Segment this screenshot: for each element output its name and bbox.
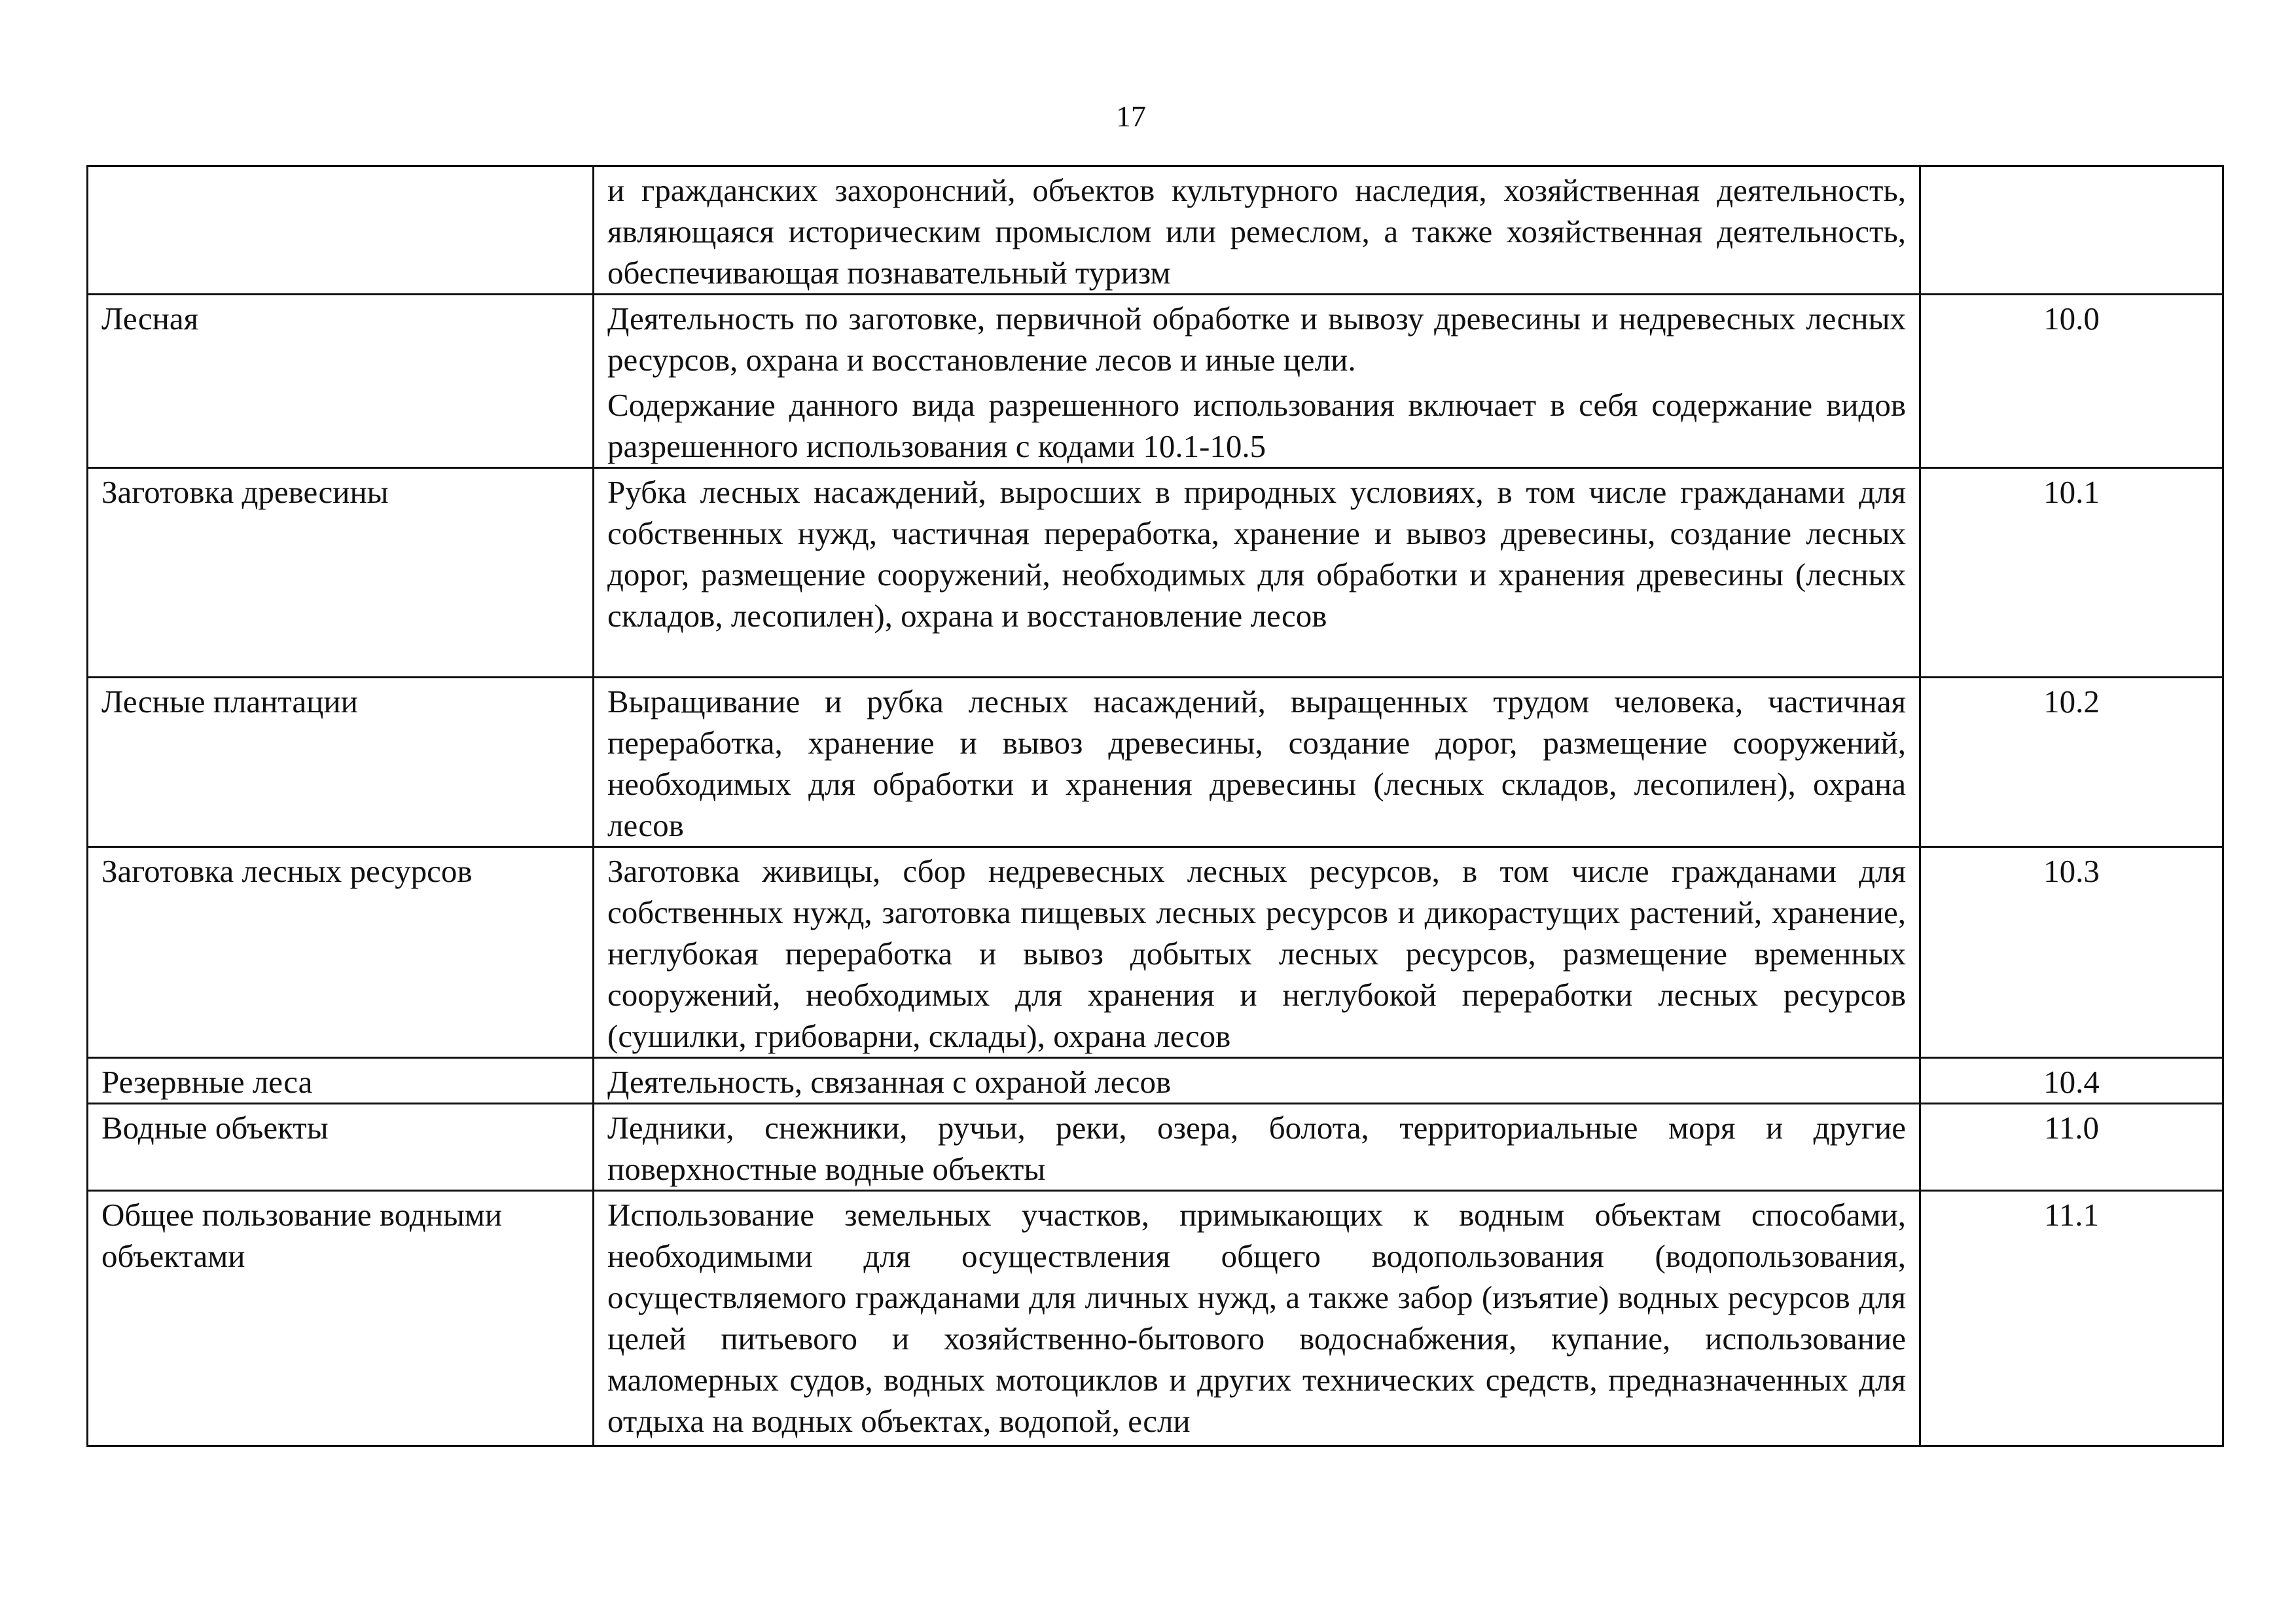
use-description-cell <box>594 1058 1920 1104</box>
use-code-cell: 11.1 <box>1920 1191 2223 1446</box>
use-name-cell: Резервные леса <box>88 1058 594 1104</box>
use-name-cell: Лесная <box>88 295 594 468</box>
use-description-text: Деятельность по заготовке, первичной обработке и вывозу древесины и недревесных лесных ресурсов, охрана и восстановление лесов и иные цели. <box>607 301 1906 378</box>
use-description-text: Деятельность, связанная с охраной лесов <box>607 1064 1172 1100</box>
use-description-text: Заготовка живицы, сбор недревесных лесных ресурсов, в том числе гражданами для собственных нужд, заготовка пищевых лесных ресурсов и дикорастущих растений, хранение, неглубокая переработка и вывоз добытых лесных ресурсов, размещение временных сооружений, необходимых для хранения и неглубокой переработки лесных ресурсов (сушилки, грибоварни, склады), охрана лесов <box>607 853 1906 1054</box>
page-number: 17 <box>1116 100 1146 133</box>
use-description-cell <box>594 1191 1920 1446</box>
use-description-cell <box>594 295 1920 468</box>
use-name-cell: Водные объекты <box>88 1104 594 1191</box>
use-description-text: Содержание данного вида разрешенного использования включает в себя содержание видов разрешенного использования с кодами 10.1-10.5 <box>607 387 1906 464</box>
use-description-text: Ледники, снежники, ручьи, реки, озера, болота, территориальные моря и другие поверхностные водные объекты <box>607 1110 1906 1187</box>
use-description-text: и гражданских захоронсний, объектов культурного наследия, хозяйственная деятельность, являющаяся историческим промыслом или ремеслом, а также хозяйственная деятельность, обеспечивающая познавательный туризм <box>607 172 1906 291</box>
use-description-text: Рубка лесных насаждений, выросших в природных условиях, в том числе гражданами для собственных нужд, частичная переработка, хранение и вывоз древесины, создание лесных дорог, размещение сооружений, необходимых для обработки и хранения древесины (лесных складов, лесопилен), охрана и восстановление лесов <box>607 474 1906 634</box>
use-description-cell <box>594 468 1920 678</box>
table-row <box>88 1058 2223 1104</box>
table-row <box>88 166 2223 295</box>
table-row <box>88 1191 2223 1446</box>
use-code-cell: 11.0 <box>1920 1104 2223 1191</box>
use-name-cell: Лесные плантации <box>88 678 594 847</box>
use-description-text: Выращивание и рубка лесных насаждений, выращенных трудом человека, частичная переработка, хранение и вывоз древесины, создание дорог, размещение сооружений, необходимых для обработки и хранения древесины (лесных складов, лесопилен), охрана лесов <box>607 684 1906 843</box>
table-row <box>88 1104 2223 1191</box>
use-code-cell: 10.1 <box>1920 468 2223 678</box>
use-description-cell <box>594 166 1920 295</box>
use-name-cell: Общее пользование водными объектами <box>88 1191 594 1446</box>
use-code-cell: 10.4 <box>1920 1058 2223 1104</box>
use-code-cell: 10.2 <box>1920 678 2223 847</box>
use-code-cell: 10.0 <box>1920 295 2223 468</box>
use-name-cell: Заготовка лесных ресурсов <box>88 847 594 1058</box>
use-description-cell <box>594 1104 1920 1191</box>
use-code-cell: 10.3 <box>1920 847 2223 1058</box>
use-description-cell <box>594 678 1920 847</box>
use-name-cell: Заготовка древесины <box>88 468 594 678</box>
table-row <box>88 295 2223 468</box>
table-row <box>88 847 2223 1058</box>
table-row <box>88 678 2223 847</box>
use-name-cell <box>88 166 594 295</box>
use-description-cell <box>594 847 1920 1058</box>
table-row <box>88 468 2223 678</box>
use-description-text: Использование земельных участков, примыкающих к водным объектам способами, необходимыми для осуществления общего водопользования (водопользования, осуществляемого гражданами для личных нужд, а также забор (изъятие) водных ресурсов для целей питьевого и хозяйственно-бытового водоснабжения, купание, использование маломерных судов, водных мотоциклов и других технических средств, предназначенных для отдыха на водных объектах, водопой, если <box>607 1197 1906 1439</box>
land-use-table <box>86 165 2224 1447</box>
use-code-cell <box>1920 166 2223 295</box>
